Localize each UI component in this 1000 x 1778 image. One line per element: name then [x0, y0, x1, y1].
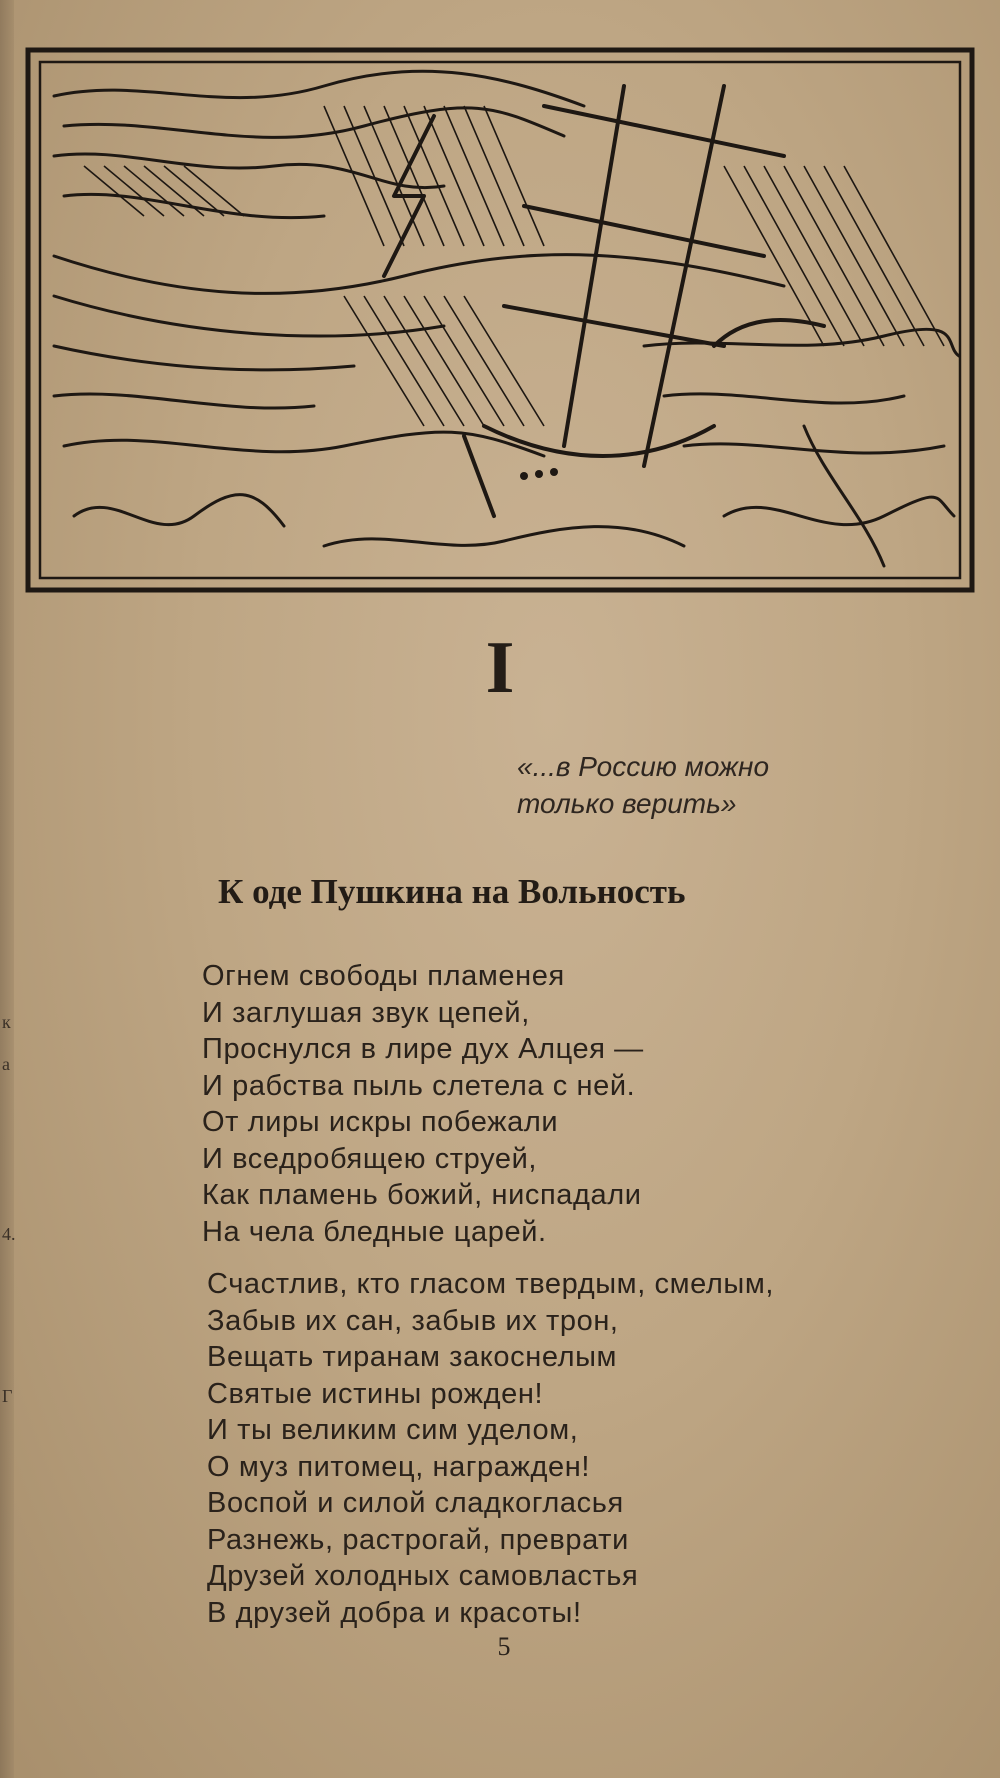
poem-line: Воспой и силой сладкогласья [207, 1487, 624, 1519]
chapter-numeral: I [485, 627, 515, 709]
poem-line: Вещать тиранам закоснелым [207, 1341, 618, 1373]
poem-title: К оде Пушкина на Вольность [218, 872, 686, 911]
epigraph-line: только верить» [517, 788, 737, 819]
poem-line: Друзей холодных самовластья [207, 1560, 639, 1592]
poem-line: В друзей добра и красоты! [207, 1596, 582, 1629]
margin-mark: Г [2, 1386, 13, 1406]
poem-line: И рабства пыль слетела с ней. [202, 1069, 636, 1102]
poem-line: И ты великим сим уделом, [207, 1414, 579, 1446]
poem-line: Счастлив, кто гласом твердым, смелым, [207, 1268, 775, 1300]
poem-line: Огнем свободы пламенея [202, 960, 565, 992]
stanza [202, 958, 644, 1250]
margin-mark: 4. [2, 1224, 16, 1244]
stanza [207, 1266, 774, 1631]
poem-line: На чела бледные царей. [202, 1215, 547, 1248]
poem-line: Забыв их сан, забыв их трон, [207, 1304, 619, 1337]
poem-line: И вседробящею струей, [202, 1142, 538, 1175]
ship-in-storm-illustration [24, 46, 976, 594]
poem-line: Как пламень божий, ниспадали [202, 1179, 642, 1211]
poem-line: От лиры искры побежали [202, 1106, 559, 1138]
margin-mark: к [2, 1012, 11, 1032]
poem-line: Разнежь, растрогай, преврати [207, 1523, 629, 1556]
epigraph-line: «...в Россию можно [517, 751, 770, 782]
poem-line: И заглушая звук цепей, [202, 996, 530, 1029]
epigraph [517, 748, 769, 822]
poem-line: О муз питомец, награжден! [207, 1450, 591, 1483]
page-number: 5 [497, 1632, 511, 1661]
poem-line: Святые истины рожден! [207, 1377, 544, 1410]
margin-mark: а [2, 1054, 10, 1074]
page-gutter-shadow [0, 0, 14, 1778]
poem-line: Проснулся в лире дух Алцея — [202, 1033, 644, 1065]
